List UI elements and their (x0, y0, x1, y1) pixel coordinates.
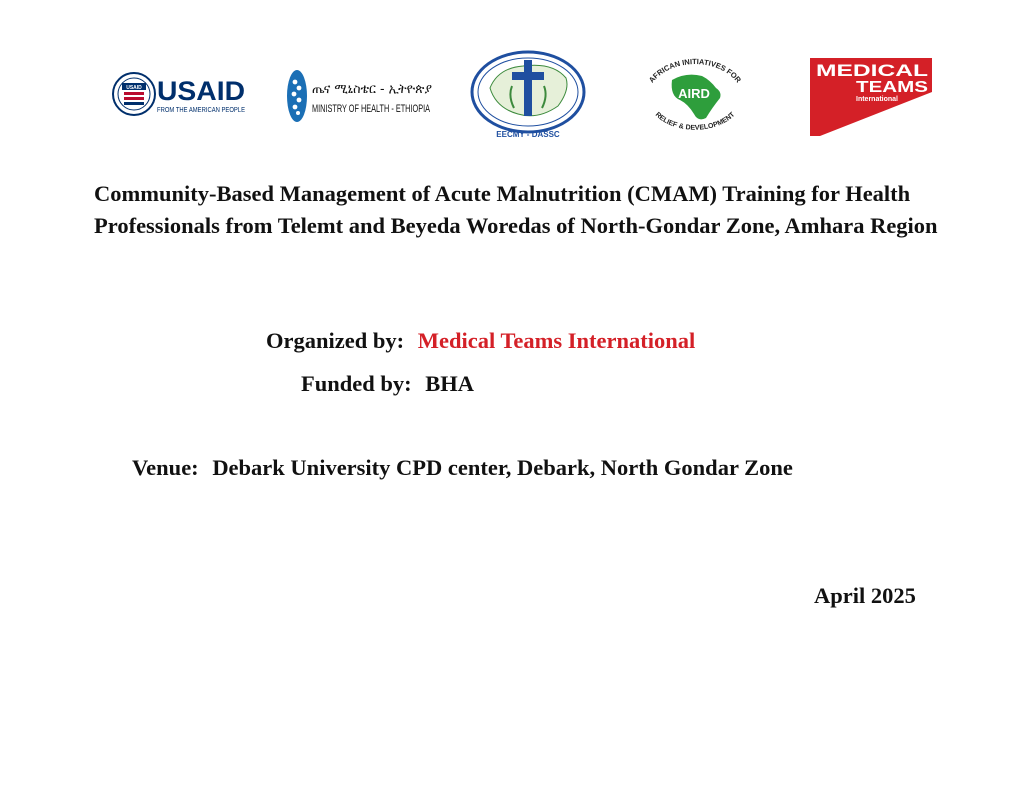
eecmy-dassc-logo (468, 48, 588, 140)
organizer-name: Medical Teams International (417, 328, 696, 353)
usaid-tagline: FROM THE AMERICAN PEOPLE (157, 105, 245, 114)
venue-line (132, 455, 793, 481)
document-date: April 2025 (814, 583, 916, 608)
medical-teams-international-logo (810, 56, 932, 138)
usaid-logo (110, 68, 250, 120)
aird-center-text: AIRD (678, 86, 710, 101)
funder-name: BHA (425, 371, 475, 396)
aird-bottom-arc-text: RELIEF & DEVELOPMENT (653, 111, 737, 132)
ministry-of-health-logo (285, 66, 435, 126)
funded-by-label: Funded by: (301, 371, 412, 396)
aird-logo (636, 58, 754, 136)
document-title: Community-Based Management of Acute Malnutrition (CMAM) Training for Health Professionals from Telemt and Beyeda Woredas of North-Gondar Zone, Amhara Region (94, 181, 938, 238)
organized-by-label: Organized by: (266, 328, 405, 353)
aird-arc-text: AFRICAN INITIATIVES FOR (646, 58, 744, 85)
venue-value: Debark University CPD center, Debark, North Gondar Zone (212, 455, 793, 480)
mti-line1: MEDICAL (816, 61, 928, 80)
funded-by-line (301, 371, 474, 397)
mti-line3: International (856, 96, 899, 103)
moh-english-name: MINISTRY OF HEALTH - ETHIOPIA (312, 103, 431, 115)
mti-line2: TEAMS (856, 79, 929, 96)
organized-by-line (266, 328, 695, 354)
eecmy-caption: EECMY - DASSC (496, 130, 560, 139)
venue-label: Venue: (132, 455, 199, 480)
usaid-wordmark: USAID (157, 76, 245, 106)
moh-amharic-name: ጤና ሚኒስቴር - ኢትዮጵያ (312, 82, 433, 97)
usaid-badge-text: USAID (126, 85, 142, 91)
